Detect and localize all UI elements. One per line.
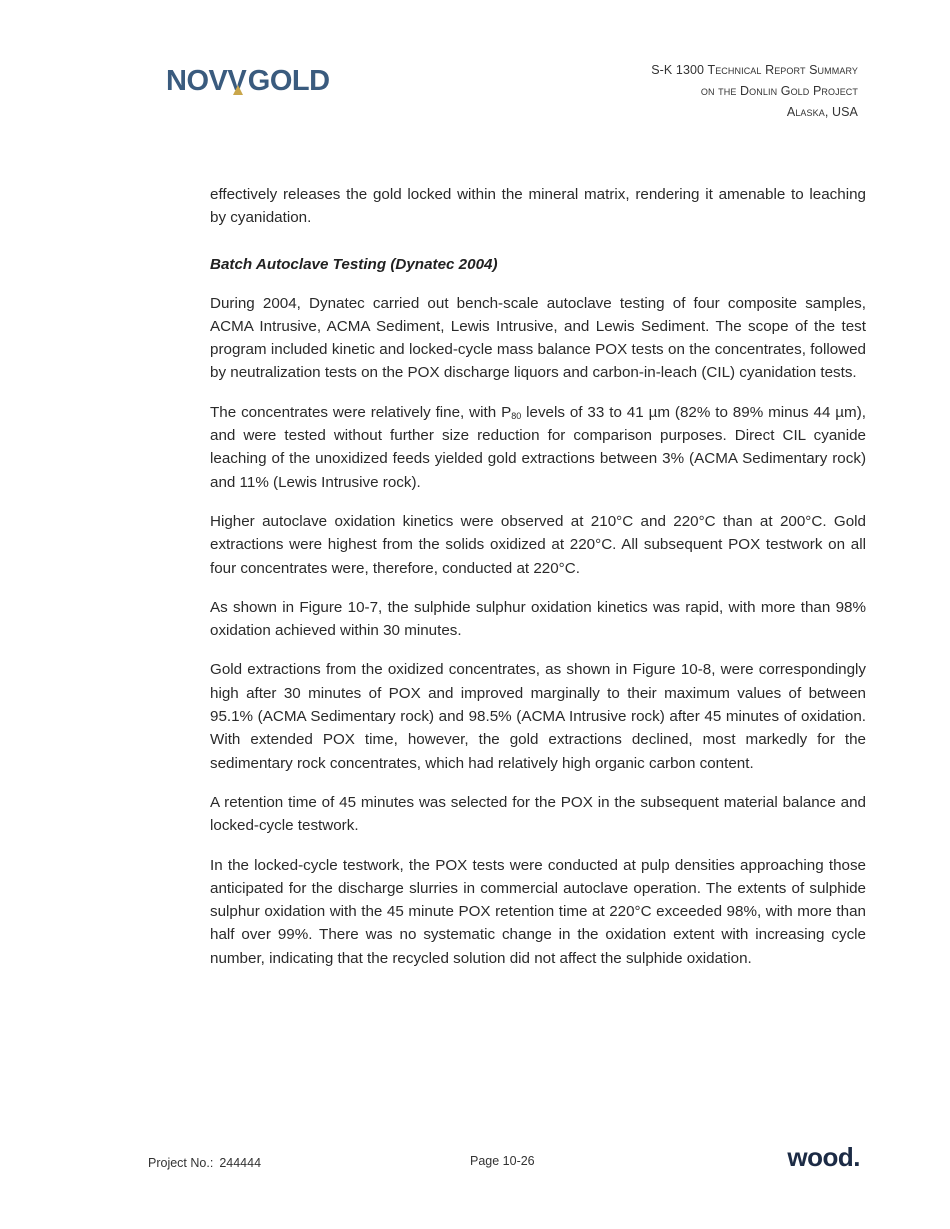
logo-triangle-icon [233, 85, 243, 95]
page-number: Page 10-26 [470, 1154, 535, 1168]
novagold-logo [166, 62, 330, 100]
paragraph-locked-cycle: In the locked-cycle testwork, the POX tests were conducted at pulp densities approaching those anticipated for the discharge slurries in commercial autoclave operation. The extents of sulphide sulphur oxidation with the 45 minute POX retention time at 220°C exceeded 98%, with more than half over 99%. There was no systematic change in the oxidation extent with increasing cycle number, indicating that the recycled solution did not affect the sulphide oxidation. [210, 856, 866, 967]
section-heading: Batch Autoclave Testing (Dynatec 2004) [210, 255, 498, 273]
project-label: Project No.: [148, 1156, 214, 1170]
paragraph-text: The concentrates were relatively fine, with P [210, 403, 512, 421]
body-content [210, 183, 866, 986]
footer-project-number [148, 1156, 261, 1170]
report-title [651, 60, 858, 123]
logo-text-part: GOLD [247, 64, 330, 97]
logo-v-letter [227, 64, 247, 97]
paragraph-text: levels of 33 to 41 µm (82% to 89% minus 44 µm), and were tested without further size reduction for comparison purposes. Direct CIL cyanide leaching of the unoxidized feeds yielded gold extractions between 3% (ACMA Sedimentary rock) and 11% (Lewis Intrusive rock). [210, 403, 866, 491]
logo-text-part: NOV [166, 64, 228, 97]
paragraph-gold-extractions: Gold extractions from the oxidized concentrates, as shown in Figure 10-8, were correspondingly high after 30 minutes of POX and improved marginally to their maximum values of between 95.1% (ACMA Sedimentary rock) and 98.5% (ACMA Intrusive rock) after 45 minutes of oxidation. With extended POX time, however, the gold extractions declined, most markedly for the sedimentary rock concentrates, which had relatively high organic carbon content. [210, 661, 866, 772]
paragraph-dynatec-scope: During 2004, Dynatec carried out bench-scale autoclave testing of four composite samples, ACMA Intrusive, ACMA Sediment, Lewis Intrusive, and Lewis Sediment. The scope of the test program included kinetic and locked-cycle mass balance POX tests on the concentrates, followed by neutralization tests on the POX discharge liquors and carbon-in-leach (CIL) cyanidation tests. [210, 294, 866, 382]
report-title-line-3: Alaska, USA [786, 105, 858, 119]
paragraph-figure-10-7: As shown in Figure 10-7, the sulphide sulphur oxidation kinetics was rapid, with more than 98% oxidation achieved within 30 minutes. [210, 598, 866, 640]
report-title-line-1: S-K 1300 Technical Report Summary [651, 63, 858, 77]
project-number: 244444 [219, 1156, 262, 1170]
paragraph-continued: effectively releases the gold locked within the mineral matrix, rendering it amenable to leaching by cyanidation. [210, 186, 866, 227]
paragraph-retention-time: A retention time of 45 minutes was selected for the POX in the subsequent material balance and locked-cycle testwork. [210, 793, 866, 835]
wood-logo: wood. [787, 1142, 860, 1172]
paragraph-oxidation-kinetics: Higher autoclave oxidation kinetics were observed at 210°C and 220°C than at 200°C. Gold extractions were highest from the solids oxidized at 220°C. All subsequent POX testwork on all four concentrates were, therefore, conducted at 220°C. [210, 512, 866, 577]
report-title-line-2: on the Donlin Gold Project [700, 84, 858, 98]
subscript-80: 80 [511, 410, 522, 421]
novagold-logo-text [166, 64, 330, 97]
paragraph-concentrates [210, 401, 866, 494]
logo-v-mark: V [227, 64, 247, 97]
